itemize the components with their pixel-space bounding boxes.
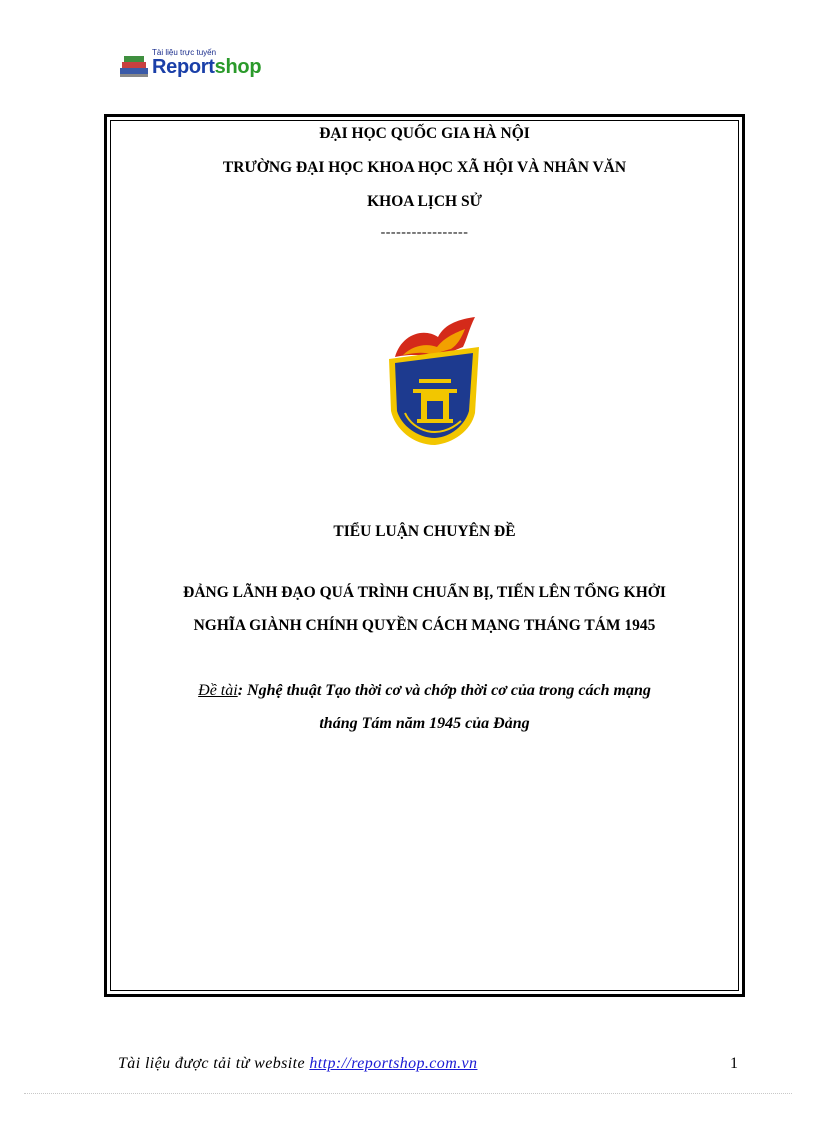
title-line-2: NGHĨA GIÀNH CHÍNH QUYỀN CÁCH MẠNG THÁNG TÁM 1945 [193,617,656,634]
cover-frame [104,114,745,997]
logo-brand [152,56,261,79]
topic-line-1 [111,682,738,700]
school-name: TRƯỜNG ĐẠI HỌC KHOA HỌC XÃ HỘI VÀ NHÂN VĂN [222,159,627,176]
page-footer [118,1055,738,1079]
footer-source [118,1055,477,1073]
logo-brand-report: Report [152,56,215,78]
cover-frame-inner [110,120,739,991]
document-type: TIỂU LUẬN CHUYÊN ĐỀ [333,523,516,540]
separator: ----------------- [380,225,469,240]
footer-source-text: Tài liệu được tải từ website [118,1055,310,1072]
emblem-torch-icon [383,317,483,447]
topic-label: Đề tài [198,682,238,699]
logo-tagline: Tài liệu trực tuyến [152,48,217,57]
reportshop-logo[interactable] [118,46,278,84]
faculty-name: KHOA LỊCH SỬ [367,193,482,210]
university-emblem [383,317,483,452]
logo-brand-shop: shop [214,56,262,78]
footer-link[interactable]: http://reportshop.com.vn [309,1055,478,1072]
university-name: ĐẠI HỌC QUỐC GIA HÀ NỘI [319,125,530,142]
page-divider [24,1093,792,1094]
title-line-1: ĐẢNG LÃNH ĐẠO QUÁ TRÌNH CHUẨN BỊ, TIẾN LÊN TỔNG KHỞI [183,584,666,601]
topic-line-2: tháng Tám năm 1945 của Đảng [319,715,530,732]
books-icon [118,50,152,80]
page-number: 1 [730,1055,738,1072]
topic-text-1: : Nghệ thuật Tạo thời cơ và chớp thời cơ của trong cách mạng [237,682,651,699]
